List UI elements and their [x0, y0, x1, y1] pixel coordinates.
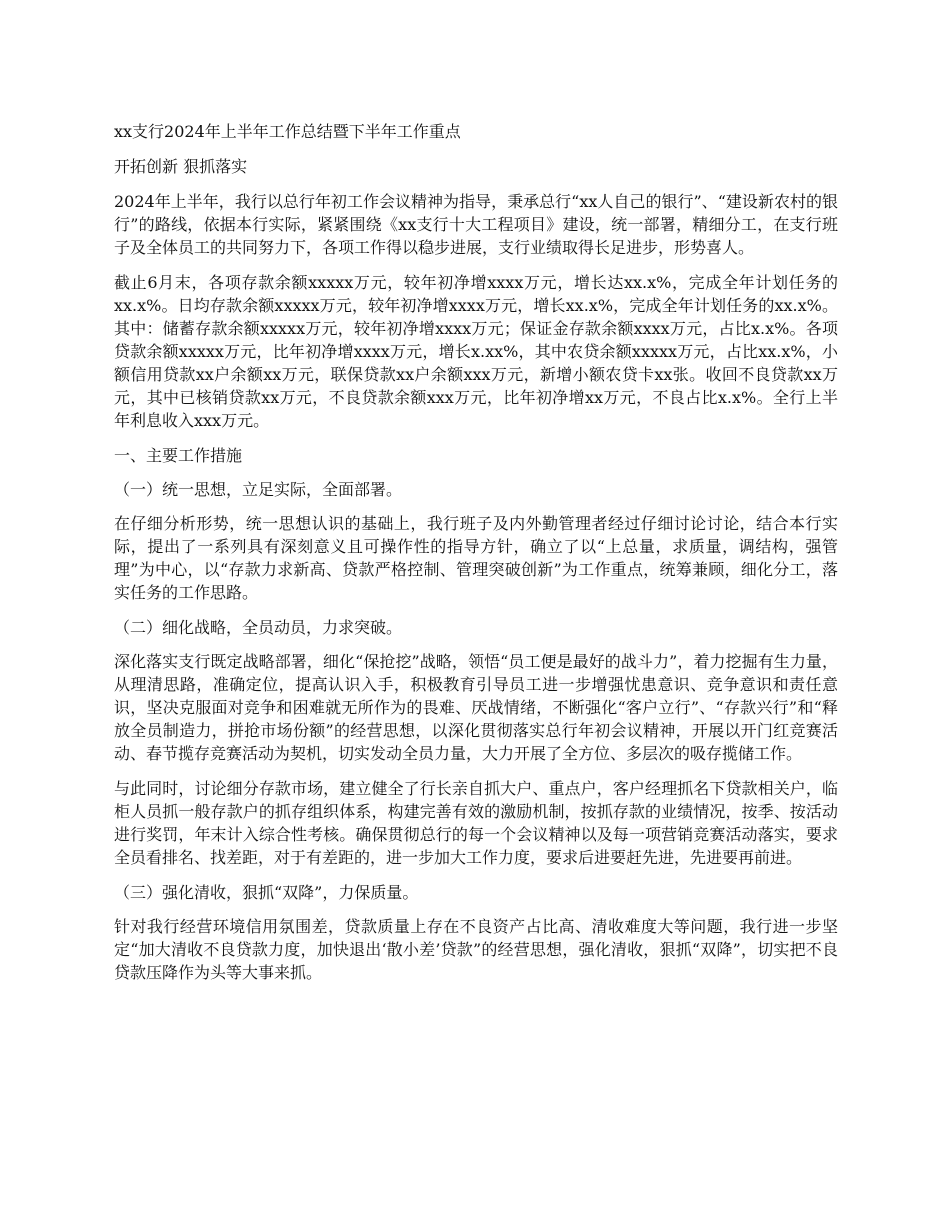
paragraph: 深化落实支行既定战略部署，细化“保抢挖”战略，领悟“员工便是最好的战斗力”，着力挖掘有生力量，从理清思路，准确定位，提高认识入手，积极教育引导员工进一步增强忧患意识、竞争意识和责任意识，坚决克服面对竞争和困难就无所作为的畏难、厌战情绪，不断强化“客户立行”、“存款兴行”和“释放全员制造力，拼抢市场份额”的经营思想，以深化贯彻落实总行年初会议精神，开展以开门红竞赛活动、春节揽存竞赛活动为契机，切实发动全员力量，大力开展了全方位、多层次的吸存揽储工作。 [114, 652, 838, 763]
document-title: xx支行2024年上半年工作总结暨下半年工作重点 [114, 122, 461, 141]
paragraph: 与此同时，讨论细分存款市场，建立健全了行长亲自抓大户、重点户，客户经理抓名下贷款相关户，临柜人员抓一般存款户的抓存组织体系，构建完善有效的激励机制，按抓存款的业绩情况，按季、按活动进行奖罚，年末计入综合性考核。确保贯彻总行的每一个会议精神以及每一项营销竞赛活动落实，要求全员看排名、找差距，对于有差距的，进一步加大工作力度，要求后进要赶先进，先进要再前进。 [114, 779, 838, 867]
paragraph: 截止6月末，各项存款余额xxxxx万元，较年初净增xxxx万元，增长达xx.x%，完成全年计划任务的xx.x%。日均存款余额xxxxx万元，较年初净增xxxx万元，增长xx.x%，完成全年计划任务的xx.x%。其中：储蓄存款余额xxxxx万元，较年初净增xxxx万元；保证金存款余额xxxx万元，占比x.x%。各项贷款余额xxxxx万元，比年初净增xxxx万元，增长x.xx%，其中农贷余额xxxxx万元，占比xx.x%，小额信用贷款xx户余额xx万元，联保贷款xx户余额xxx万元，新增小额农贷卡xx张。收回不良贷款xx万元，其中已核销贷款xx万元，不良贷款余额xxx万元，比年初净增xx万元，不良占比x.x%。全行上半年利息收入xxx万元。 [114, 273, 838, 430]
document-subtitle: 开拓创新 狠抓落实 [114, 157, 248, 176]
paragraph: 2024年上半年，我行以总行年初工作会议精神为指导，秉承总行“xx人自己的银行”、“建设新农村的银行”的路线，依据本行实际，紧紧围绕《xx支行十大工程项目》建设，统一部署，精细分工，在支行班子及全体员工的共同努力下，各项工作得以稳步进展，支行业绩取得长足进步，形势喜人。 [114, 192, 838, 257]
paragraph: 针对我行经营环境信用氛围差，贷款质量上存在不良资产占比高、清收难度大等问题，我行进一步坚定“加大清收不良贷款力度，加快退出‘散小差’贷款”的经营思想，强化清收，狠抓“双降”，切实把不良贷款压降作为头等大事来抓。 [114, 917, 838, 982]
subsection-heading: （一）统一思想，立足实际，全面部署。 [114, 480, 403, 499]
subsection-heading: （三）强化清收，狠抓“双降”，力保质量。 [114, 883, 419, 902]
paragraph: 在仔细分析形势，统一思想认识的基础上，我行班子及内外勤管理者经过仔细讨论讨论，结合本行实际，提出了一系列具有深刻意义且可操作性的指导方针，确立了以“上总量，求质量，调结构，强管理”为中心，以“存款力求新高、贷款严格控制、管理突破创新”为工作重点，统筹兼顾，细化分工，落实任务的工作思路。 [114, 514, 838, 602]
section-heading: 一、主要工作措施 [114, 446, 243, 465]
document-body [114, 120, 838, 996]
subsection-heading: （二）细化战略，全员动员，力求突破。 [114, 618, 403, 637]
